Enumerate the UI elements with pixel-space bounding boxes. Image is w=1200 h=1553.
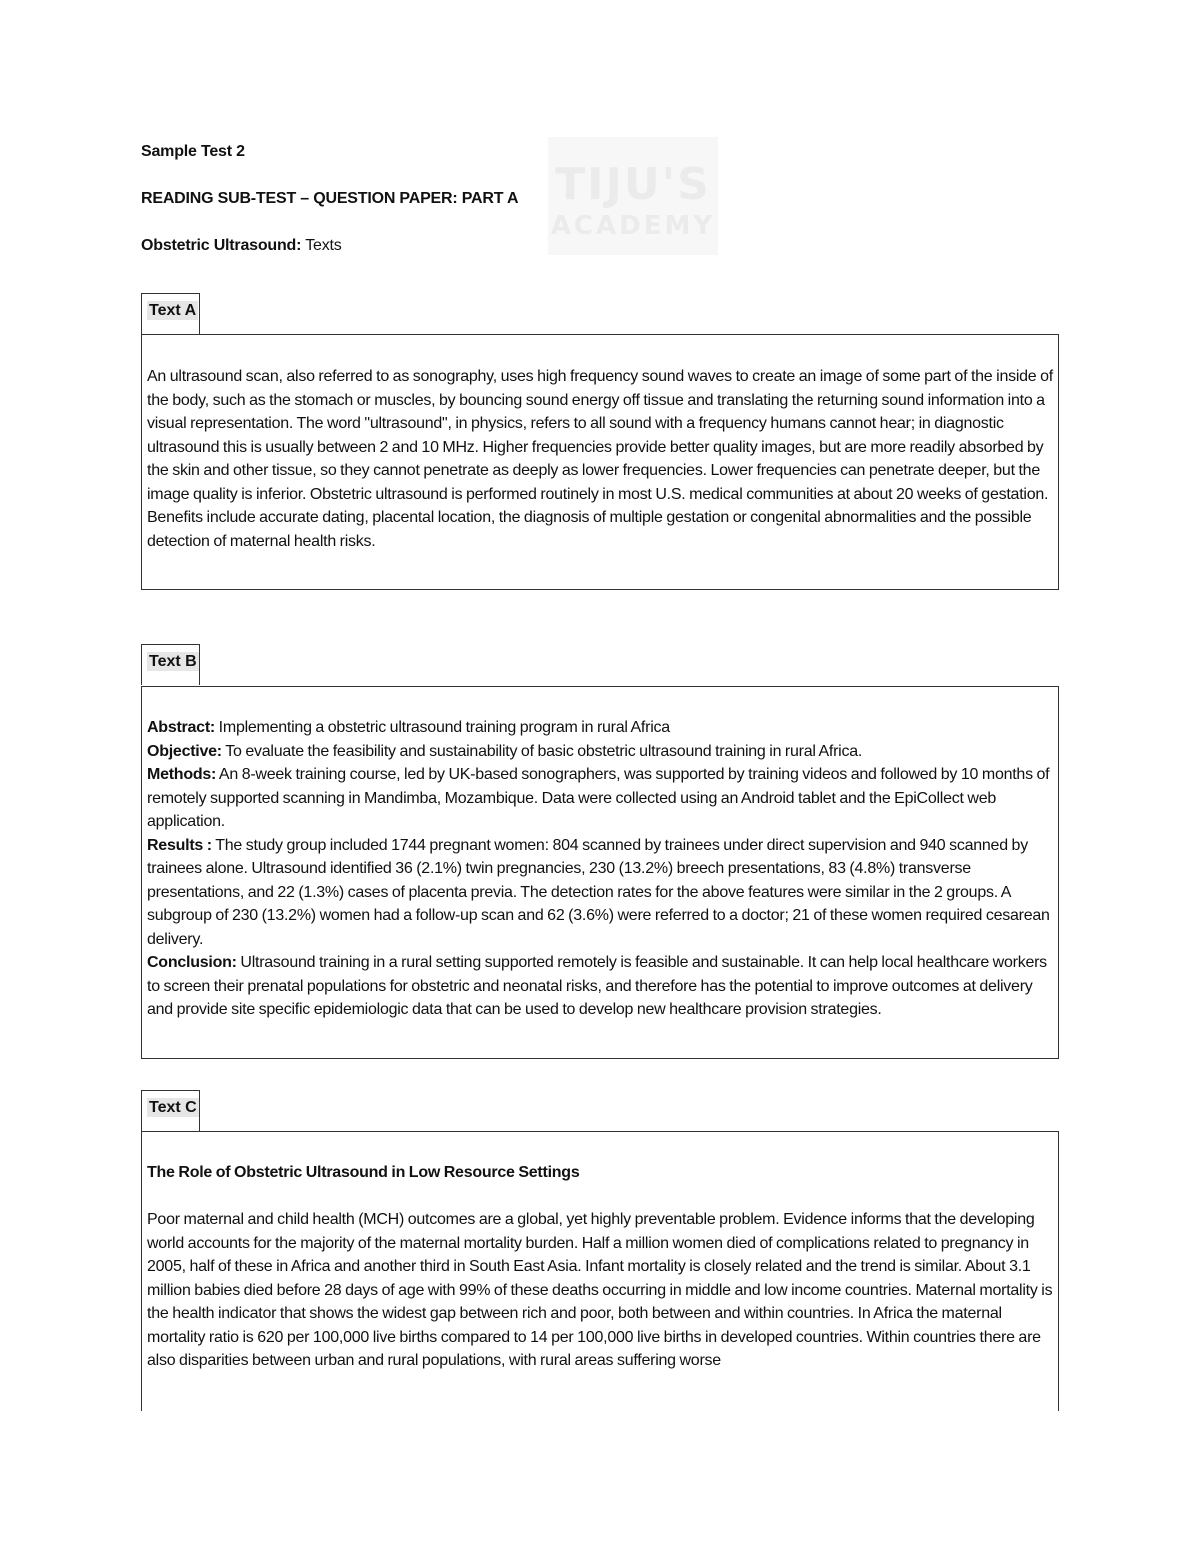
academy-watermark (548, 137, 718, 255)
text-a-body: An ultrasound scan, also referred to as sonography, uses high frequency sound waves to create an image of some part of the inside of the body, such as the stomach or muscles, by bouncing sound energy off tissue and translating the returning sound information into a visual representation. The word "ultrasound", in physics, refers to all sound with a frequency humans cannot hear; in diagnostic ultrasound this is usually between 2 and 10 MHz. Higher frequencies provide better quality images, but are more readily absorbed by the skin and other tissue, so they cannot penetrate as deeply as lower frequencies. Lower frequencies can penetrate deeper, but the image quality is inferior. Obstetric ultrasound is performed routinely in most U.S. medical communities at about 20 weeks of gestation. Benefits include accurate dating, placental location, the diagnosis of multiple gestation or congenital abnormalities and the possible detection of maternal health risks. (147, 368, 1053, 550)
methods-label: Methods: (147, 766, 217, 783)
methods-text: An 8-week training course, led by UK-based sonographers, was supported by training videos and followed by 10 months of remotely supported scanning in Mandimba, Mozambique. Data were collected using an Android tablet and the EpiCollect web application. (147, 766, 1050, 830)
objective-text: To evaluate the feasibility and sustainability of basic obstetric ultrasound training in rural Africa. (221, 742, 863, 760)
text-b-results (147, 834, 1054, 952)
watermark-line-2: ACADEMY (550, 211, 716, 241)
text-b-label: Text B (149, 653, 197, 670)
watermark-line-1: TIJU'S (555, 159, 711, 210)
text-b-label-box (141, 644, 200, 685)
topic-title-rest: Texts (301, 237, 342, 254)
text-b-methods (147, 763, 1054, 834)
results-label: Results : (147, 836, 212, 854)
test-title: Sample Test 2 (141, 143, 245, 160)
text-a-box (141, 334, 1059, 590)
text-a-label-box (141, 293, 200, 334)
text-c-box (141, 1131, 1059, 1411)
results-text: The study group included 1744 pregnant women: 804 scanned by trainees under direct supervision and 940 scanned by trainees alone. Ultrasound identified 36 (2.1%) twin pregnancies, 230 (13.2%) breech presentations, 83 (4.8%) transverse presentations, and 22 (1.3%) cases of placenta previa. The detection rates for the above features were similar in the 2 groups. A subgroup of 230 (13.2%) women had a follow-up scan and 62 (3.6%) were referred to a doctor; 21 of these women required cesarean delivery. (147, 836, 1050, 948)
paper-title: READING SUB-TEST – QUESTION PAPER: PART A (141, 190, 519, 207)
topic-title (141, 237, 342, 255)
conclusion-label: Conclusion: (147, 954, 237, 971)
objective-label: Objective: (147, 742, 222, 760)
text-b-conclusion (147, 951, 1054, 1022)
abstract-label: Abstract: (147, 719, 215, 736)
conclusion-text: Ultrasound training in a rural setting supported remotely is feasible and sustainable. It can help local healthcare workers to screen their prenatal populations for obstetric and neonatal risks, and therefore has the potential to improve outcomes at delivery and provide site specific epidemiologic data that can be used to develop new healthcare provision strategies. (147, 954, 1047, 1018)
topic-title-bold: Obstetric Ultrasound: (141, 237, 302, 254)
text-c-label-box (141, 1090, 200, 1131)
text-c-label: Text C (149, 1099, 197, 1116)
text-b-box (141, 686, 1059, 1059)
text-b-objective (147, 740, 1054, 764)
text-a-label: Text A (149, 302, 197, 319)
text-b-abstract (147, 716, 1054, 740)
text-c-body: Poor maternal and child health (MCH) outcomes are a global, yet highly preventable problem. Evidence informs that the developing world accounts for the majority of the maternal mortality burden. Half a million women died of complications related to pregnancy in 2005, half of these in Africa and another third in South East Asia. Infant mortality is closely related and the trend is similar. About 3.1 million babies died before 28 days of age with 99% of these deaths occurring in middle and low income countries. Maternal mortality is the health indicator that shows the widest gap between rich and poor, both between and within countries. In Africa the maternal mortality ratio is 620 per 100,000 live births compared to 14 per 100,000 live births in developed countries. Within countries there are also disparities between urban and rural populations, with rural areas suffering worse (147, 1211, 1053, 1369)
text-c-title: The Role of Obstetric Ultrasound in Low Resource Settings (147, 1164, 580, 1181)
abstract-text: Implementing a obstetric ultrasound training program in rural Africa (214, 719, 670, 736)
